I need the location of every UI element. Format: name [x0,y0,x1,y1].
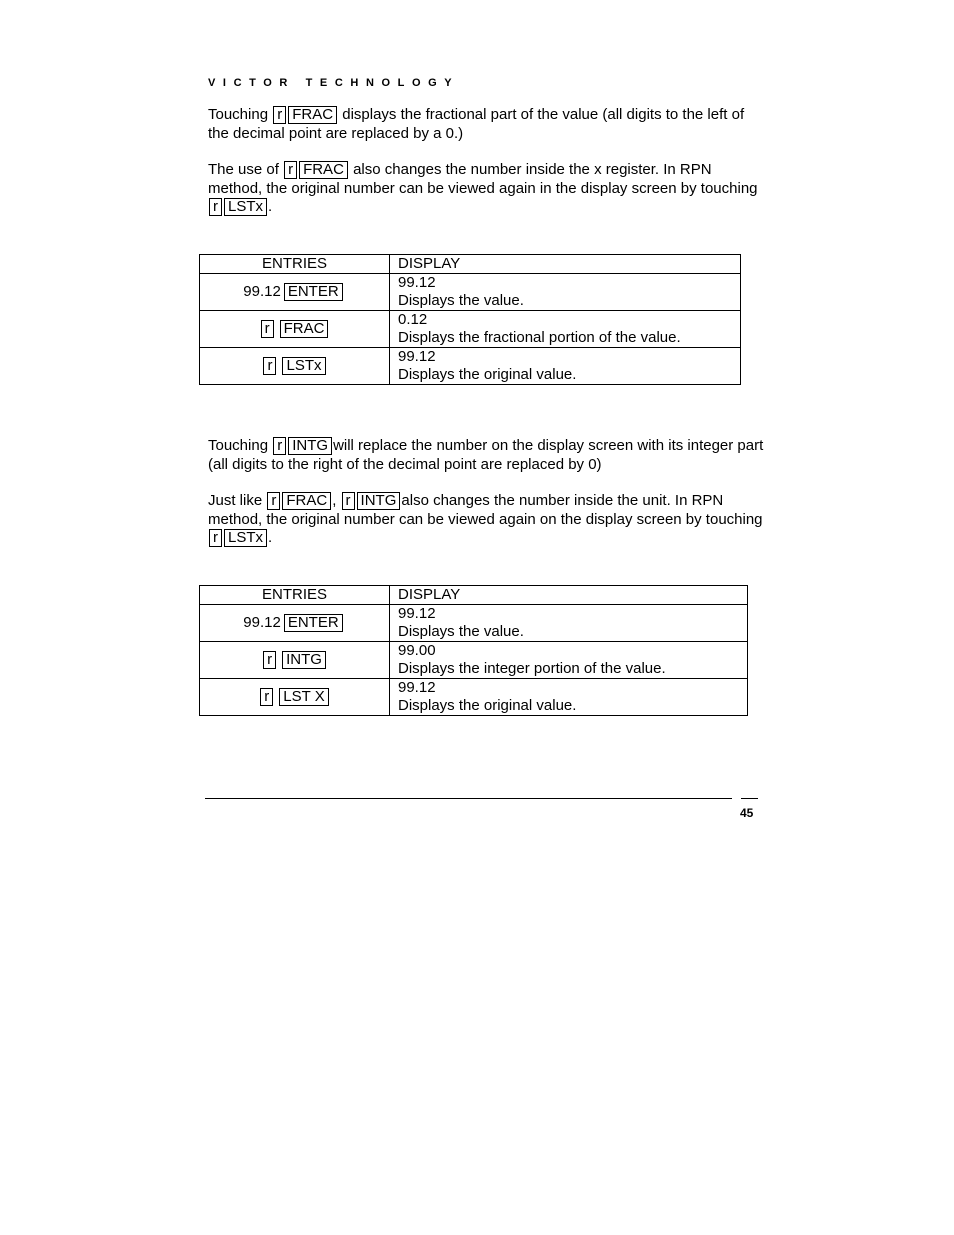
text: , [332,492,337,509]
intg-key-label: INTG [357,492,401,510]
display-value: 99.12 [398,274,436,291]
entries-header: ENTRIES [200,255,390,274]
display-description: Displays the value. [398,291,524,309]
display-description: Displays the original value. [398,696,577,714]
entry-cell [200,605,390,642]
r-key-label: r [260,688,273,706]
text: Just like [208,492,263,509]
intg-example-table [199,585,748,716]
entry-cell [200,348,390,385]
r-key-label: r [284,161,297,179]
text: . [268,529,273,547]
entry-number: 99.12 [243,283,281,300]
frac-key-label: FRAC [299,161,348,179]
r-key-label: r [263,357,276,375]
text: . [268,198,273,216]
display-description: Displays the fractional portion of the value. [398,328,681,346]
frac-key-label: FRAC [282,492,331,510]
enter-key-label: ENTER [284,614,343,632]
display-description: Displays the value. [398,622,524,640]
text: Touching [208,106,269,123]
frac-key-label: FRAC [288,106,337,124]
footer-rule [205,798,732,799]
display-cell [390,605,748,642]
entry-cell [200,274,390,311]
table-row [200,311,741,348]
display-cell [390,348,741,385]
entry-cell [200,642,390,679]
r-key-label: r [267,492,280,510]
display-cell [390,274,741,311]
table-header-row [200,586,748,605]
display-cell [390,311,741,348]
table-row [200,605,748,642]
entry-cell [200,311,390,348]
r-key-label: r [342,492,355,510]
text: also changes the number inside the x register. In RPN method, the original number can be viewed again in the display screen by touching [208,161,758,197]
intg-rpn-paragraph [208,492,768,548]
lstx-key-label: LSTx [282,357,325,375]
display-cell [390,679,748,716]
display-header: DISPLAY [390,586,748,605]
r-key-label: r [261,320,274,338]
text: The use of [208,161,279,178]
display-value: 99.00 [398,642,436,659]
entries-header: ENTRIES [200,586,390,605]
frac-example-table [199,254,741,385]
text: displays the fractional part of the value (all digits to the left of the decimal point are replaced by a 0.) [208,106,745,142]
enter-key-label: ENTER [284,283,343,301]
lstx-key-label: LSTx [224,198,267,216]
r-key-label: r [209,198,222,216]
lstx-key-label: LSTx [224,529,267,547]
table-row [200,642,748,679]
display-description: Displays the integer portion of the value. [398,659,666,677]
frac-key-label: FRAC [280,320,329,338]
lst-x-key-label: LST X [279,688,328,706]
intg-key-label: INTG [288,437,332,455]
entry-cell [200,679,390,716]
text: Touching [208,437,269,454]
running-header: VICTOR TECHNOLOGY [208,77,460,89]
display-value: 99.12 [398,679,436,696]
frac-intro-paragraph [208,106,768,143]
table-row [200,274,741,311]
display-value: 99.12 [398,605,436,622]
page-number: 45 [740,806,754,820]
frac-rpn-paragraph [208,161,768,217]
display-header: DISPLAY [390,255,741,274]
display-value: 0.12 [398,311,428,328]
r-key-label: r [273,106,286,124]
r-key-label: r [273,437,286,455]
display-description: Displays the original value. [398,365,577,383]
intg-intro-paragraph [208,437,768,474]
r-key-label: r [209,529,222,547]
entry-number: 99.12 [243,614,281,631]
footer-page-rule [741,798,758,799]
text: also changes the number inside the unit. In RPN method, the original number can be viewed again on the display screen by touching [208,492,763,528]
display-cell [390,642,748,679]
text: will replace the number on the display screen with its integer part (all digits to the right of the decimal point are replaced by 0) [208,437,764,473]
table-header-row [200,255,741,274]
display-value: 99.12 [398,348,436,365]
r-key-label: r [263,651,276,669]
table-row [200,679,748,716]
intg-key-label: INTG [282,651,326,669]
table-row [200,348,741,385]
